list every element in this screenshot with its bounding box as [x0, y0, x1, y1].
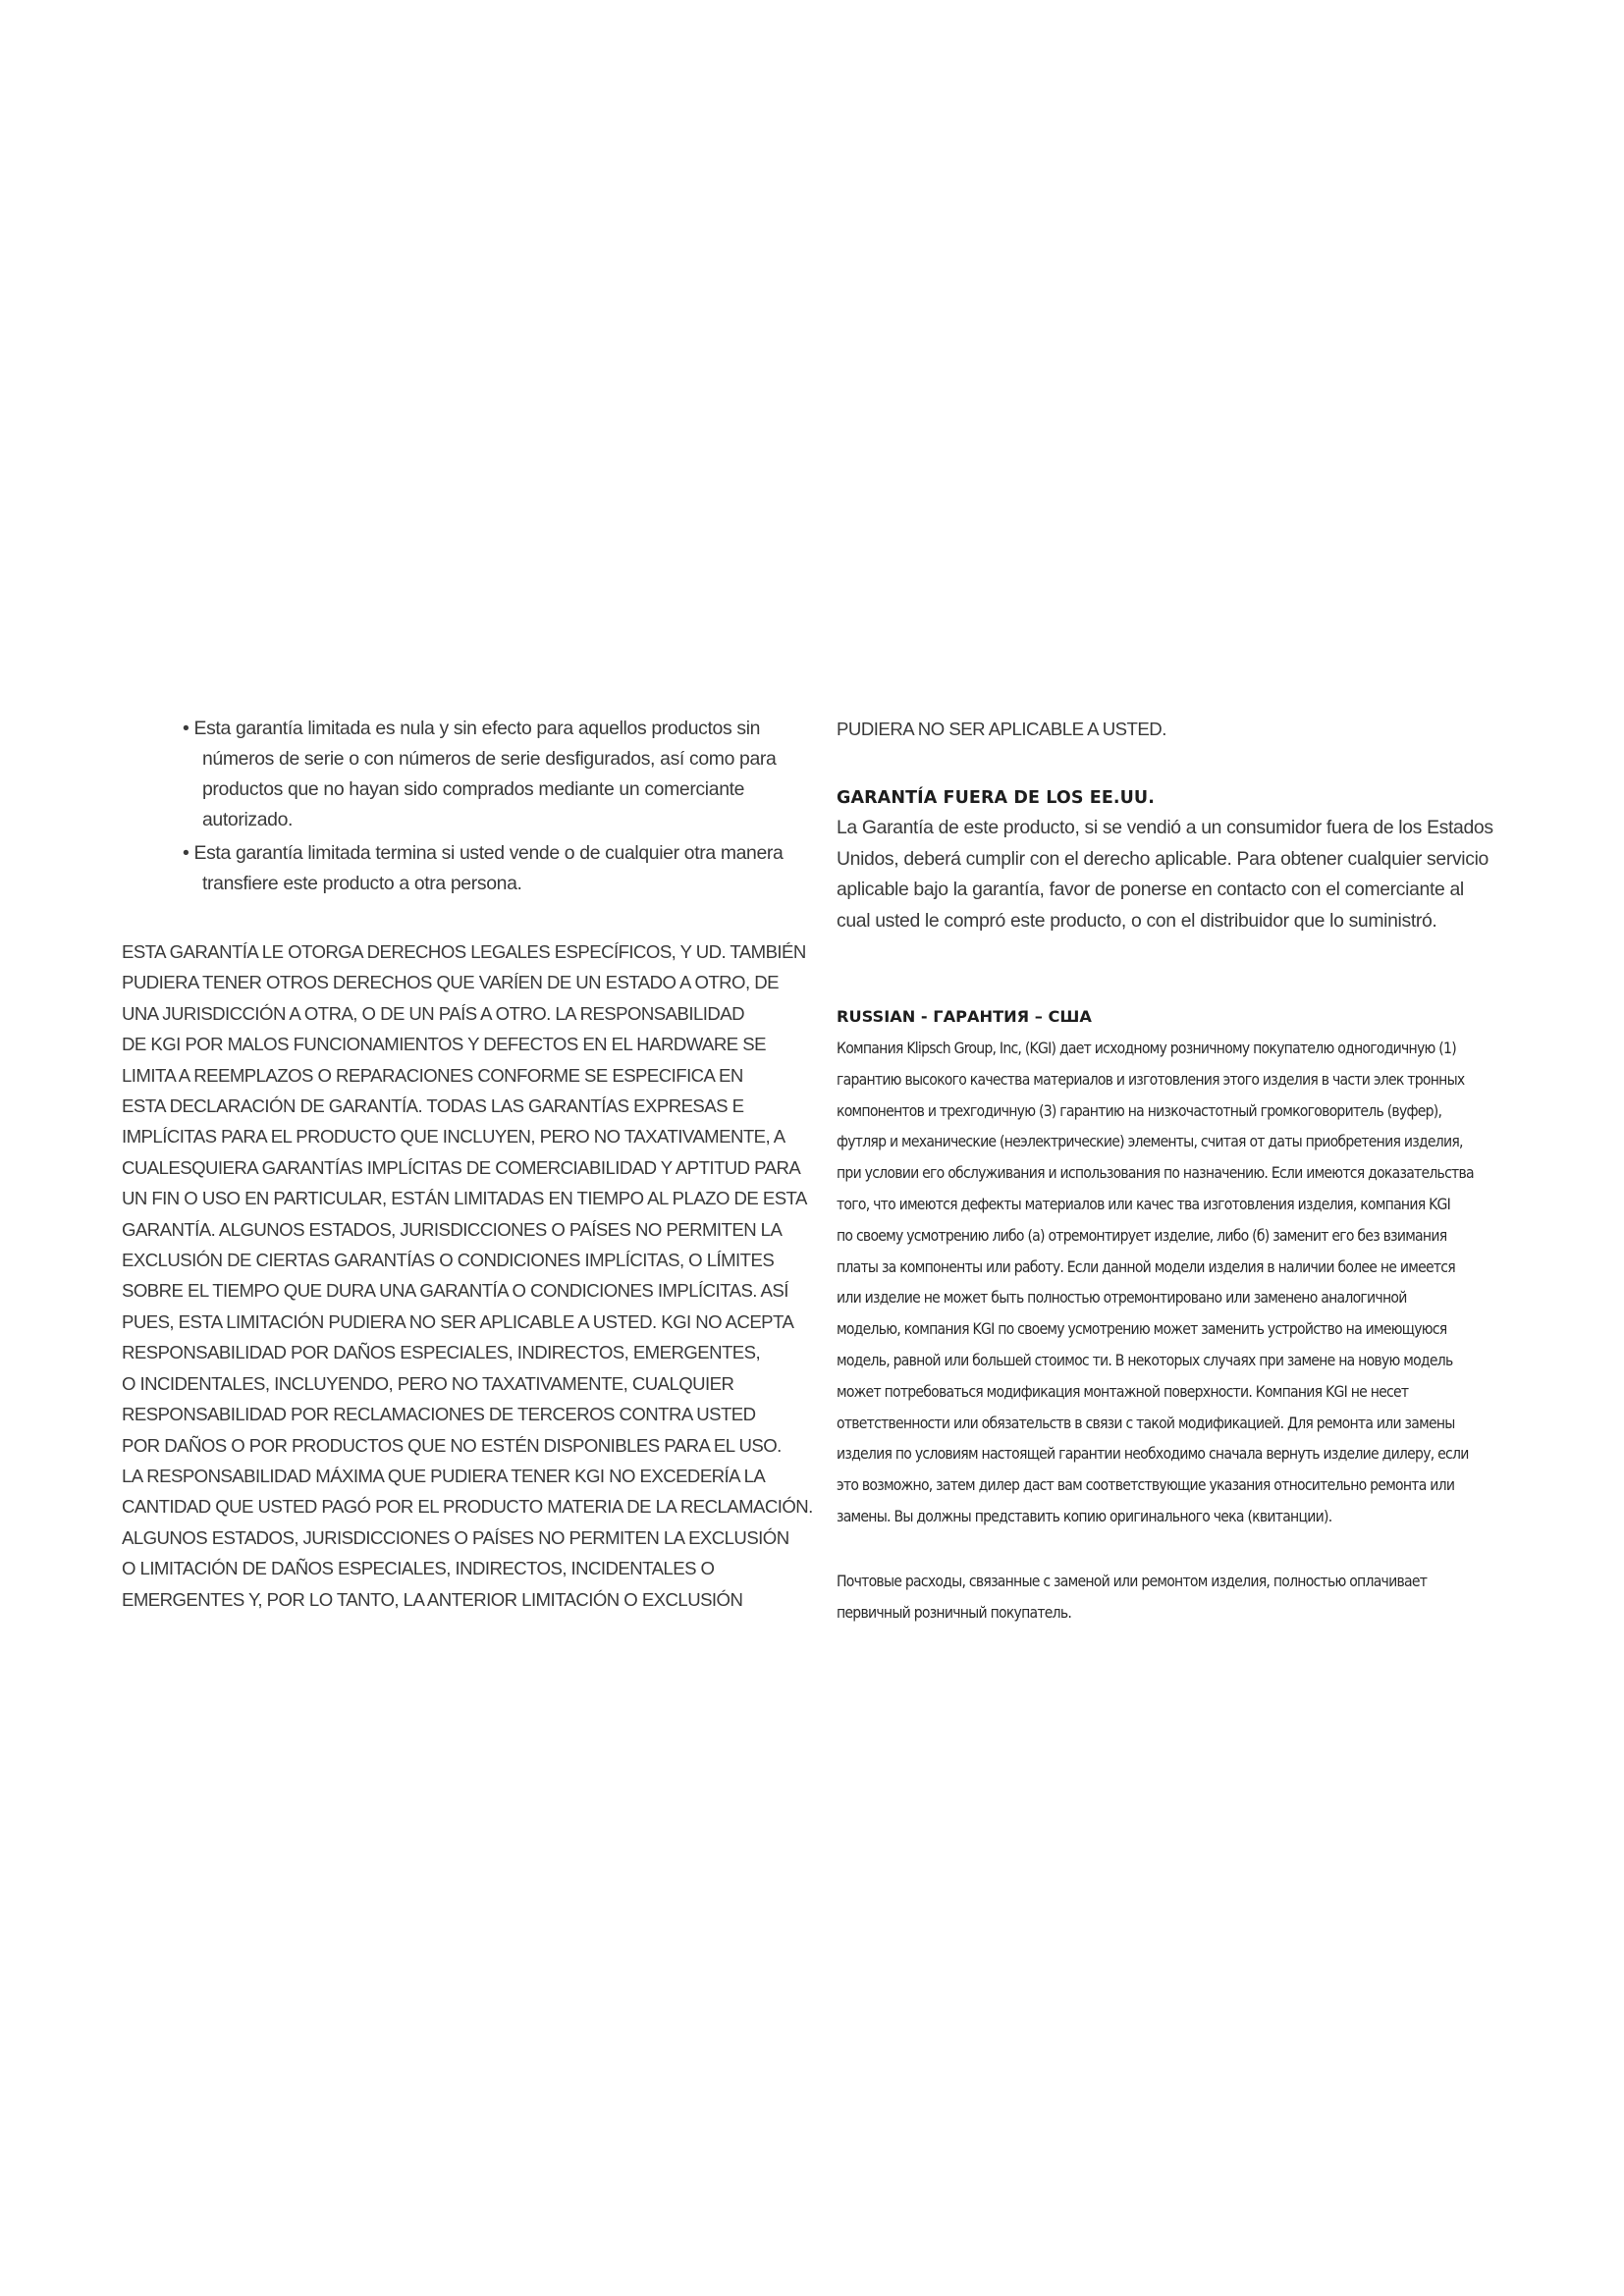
- legal-disclaimer: ESTA GARANTÍA LE OTORGA DERECHOS LEGALES ESPECÍFICOS, Y UD. TAMBIÉN PUDIERA TENER OTROS DERECHOS QUE VARÍEN DE UN ESTADO A OTRO, DE UNA JURISDICCIÓN A OTRA, O DE UN PAÍS A OTRO. LA RESPONSABILIDAD DE KGI POR MALOS FUNCIONAMIENTOS Y DEFECTOS EN EL HARDWARE SE LIMITA A REEMPLAZOS O REPARACIONES CONFORME SE ESPECIFICA EN ESTA DECLARACIÓN DE GARANTÍA. TODAS LAS GARANTÍAS EXPRESAS E IMPLÍCITAS PARA EL PRODUCTO QUE INCLUYEN, PERO NO TAXATIVAMENTE, A CUALESQUIERA GARANTÍAS IMPLÍCITAS DE COMERCIABILIDAD Y APTITUD PARA UN FIN O USO EN PARTICULAR, ESTÁN LIMITADAS EN TIEMPO AL PLAZO DE ESTA GARANTÍA. ALGUNOS ESTADOS, JURISDICCIONES O PAÍSES NO PERMITEN LA EXCLUSIÓN DE CIERTAS GARANTÍAS O CONDICIONES IMPLÍCITAS, O LÍMITES SOBRE EL TIEMPO QUE DURA UNA GARANTÍA O CONDICIONES IMPLÍCITAS. ASÍ PUES, ESTA LIMITACIÓN PUDIERA NO SER APLICABLE A USTED. KGI NO ACEPTA RESPONSABILIDAD POR DAÑOS ESPECIALES, INDIRECTOS, EMERGENTES, O INCIDENTALES, INCLUYENDO, PERO NO TAXATIVAMENTE, CUALQUIER RESPONSABILIDAD POR RECLAMACIONES DE TERCEROS CONTRA USTED POR DAÑOS O POR PRODUCTOS QUE NO ESTÉN DISPONIBLES PARA EL USO. LA RESPONSABILIDAD MÁXIMA QUE PUDIERA TENER KGI NO EXCEDERÍA LA CANTIDAD QUE USTED PAGÓ POR EL PRODUCTO MATERIA DE LA RECLAMACIÓN. ALGUNOS ESTADOS, JURISDICCIONES O PAÍSES NO PERMITEN LA EXCLUSIÓN O LIMITACIÓN DE DAÑOS ESPECIALES, INDIRECTOS, INCIDENTALES O EMERGENTES Y, POR LO TANTO, LA ANTERIOR LIMITACIÓN O EXCLUSIÓN: [122, 941, 813, 1610]
- bullet-marker: •: [183, 718, 189, 739]
- section-heading-russian: RUSSIAN - ГАРАНТИЯ – США: [837, 1007, 1092, 1026]
- bullet-item-serial: [122, 714, 777, 835]
- russian-warranty-text: Компания Klipsch Group, Inc, (KGI) дает исходному розничному покупателю одногодичную (1) гарантию высокого качества материалов и изготовления этого изделия в части элек тронных компонентов и трехгодичную (3) гарантию на низкочастотный громкоговоритель (вуфер), футляр и механические (неэлектрические) элементы, считая от даты приобретения изделия, при условии его обслуживания и использования по назначению. Если имеются доказательства того, что имеются дефекты материалов или качес тва изготовления изделия, компания KGI по своему усмотрению либо (а) отремонтирует изделие, либо (б) заменит его без взимания платы за компоненты или работу. Если данной модели изделия в наличии более не имеется или изделие не может быть полностью отремонтировано или заменено аналогичной моделью, компания KGI по своему усмотрению может заменить устройство на имеющуюся модель, равной или большей стоимос ти. В некоторых случаях при замене на новую модель может потребоваться модификация монтажной поверхности. Компания KGI не несет ответственности или обязательств в связи с такой модификацией. Для ремонта или замены изделия по условиям настоящей гарантии необходимо сначала вернуть изделие дилеру, если это возможно, затем дилер даст вам соответствующие указания относительно ремонта или замены. Вы должны представить копию оригинального чека (квитанции).: [837, 1040, 1474, 1525]
- right-column: [837, 714, 1524, 1662]
- russian-postage-text: Почтовые расходы, связанные с заменой или ремонтом изделия, полностью оплачивает первичный розничный покупатель.: [837, 1572, 1428, 1622]
- bullet-line: productos que no hayan sido comprados mediante un comerciante: [202, 778, 745, 800]
- legal-continuation: PUDIERA NO SER APLICABLE A USTED.: [837, 719, 1166, 739]
- left-column: [122, 714, 813, 1615]
- bullet-item-transfer: [122, 838, 784, 899]
- bullet-line: • Esta garantía limitada es nula y sin efecto para aquellos productos sin: [183, 718, 761, 739]
- section-heading-outside-us: GARANTÍA FUERA DE LOS EE.UU.: [837, 788, 1155, 808]
- outside-us-warranty-text: La Garantía de este producto, si se vendió a un consumidor fuera de los Estados Unidos, deberá cumplir con el derecho aplicable. Para obtener cualquier servicio aplicable bajo la garantía, favor de ponerse en contacto con el comerciante al cual usted le compró este producto, o con el distribuidor que lo suministró.: [837, 817, 1493, 932]
- bullet-line: • Esta garantía limitada termina si usted vende o de cualquier otra manera: [183, 842, 784, 864]
- bullet-list: [122, 714, 784, 899]
- bullet-line: números de serie o con números de serie desfigurados, así como para: [202, 748, 777, 770]
- bullet-marker: •: [183, 842, 189, 864]
- bullet-line: autorizado.: [202, 809, 294, 830]
- bullet-line: transfiere este producto a otra persona.: [202, 873, 522, 894]
